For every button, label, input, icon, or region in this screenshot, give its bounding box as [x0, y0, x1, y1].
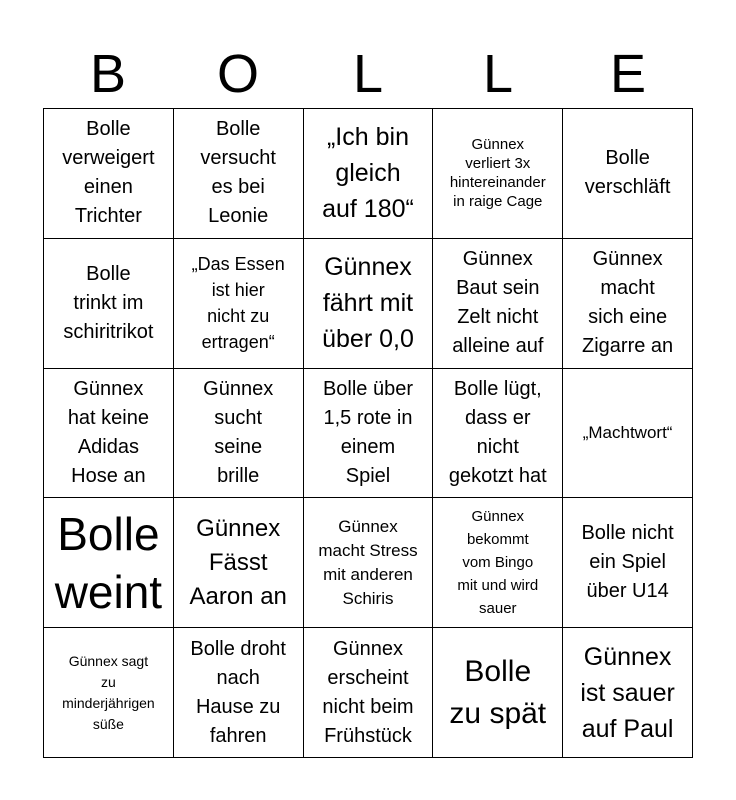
- bingo-cell[interactable]: [174, 628, 304, 758]
- bingo-cell[interactable]: [433, 239, 563, 369]
- bingo-cell[interactable]: [44, 109, 174, 239]
- bingo-cell[interactable]: [174, 369, 304, 499]
- bingo-cell[interactable]: [433, 628, 563, 758]
- bingo-cell[interactable]: [433, 369, 563, 499]
- cell-text: Günnex hat keine Adidas Hose an: [67, 377, 149, 487]
- bingo-grid: [43, 108, 693, 758]
- cell-text: Günnex sucht seine brille: [203, 377, 274, 487]
- cell-text: Bolle weint: [54, 507, 163, 618]
- bingo-cell[interactable]: [44, 239, 174, 369]
- cell-text: Günnex ist sauer auf Paul: [580, 642, 675, 743]
- bingo-cell[interactable]: [304, 498, 434, 628]
- bingo-cell[interactable]: [304, 369, 434, 499]
- cell-text: Bolle lügt, dass er nicht gekotzt hat: [448, 377, 547, 487]
- cell-text: Bolle verschläft: [584, 147, 671, 199]
- cell-text: Günnex Fässt Aaron an: [189, 514, 287, 610]
- cell-text: Günnex verliert 3x hintereinander in raige Cage: [449, 136, 546, 211]
- bingo-cell[interactable]: [563, 628, 693, 758]
- bingo-cell[interactable]: [174, 498, 304, 628]
- bingo-cell[interactable]: [563, 369, 693, 499]
- header-letter-e: E: [609, 44, 647, 104]
- header-letter-l: L: [482, 44, 514, 104]
- cell-text: Bolle zu spät: [449, 654, 547, 730]
- bingo-cell[interactable]: [433, 109, 563, 239]
- cell-text: Günnex bekommt vom Bingo mit und wird sauer: [457, 508, 539, 618]
- bingo-cell[interactable]: [304, 628, 434, 758]
- cell-text: Bolle versucht es bei Leonie: [200, 118, 276, 228]
- bingo-header: [43, 40, 693, 108]
- cell-text: Günnex fährt mit über 0,0: [322, 253, 414, 354]
- bingo-cell[interactable]: [44, 628, 174, 758]
- cell-text: Bolle droht nach Hause zu fahren: [190, 637, 286, 747]
- cell-text: Günnex sagt zu minderjährigen süße: [62, 652, 155, 732]
- header-letter-l: L: [352, 44, 384, 104]
- cell-text: „Ich bin gleich auf 180“: [322, 123, 414, 224]
- cell-text: Günnex Baut sein Zelt nicht alleine auf: [452, 248, 544, 358]
- cell-text: Günnex macht sich eine Zigarre an: [582, 248, 674, 358]
- cell-text: Bolle über 1,5 rote in einem Spiel: [322, 377, 414, 487]
- cell-text: „Das Essen ist hier nicht zu ertragen“: [191, 254, 285, 353]
- bingo-cell[interactable]: [174, 239, 304, 369]
- cell-text: Bolle verweigert einen Trichter: [62, 118, 155, 228]
- bingo-cell[interactable]: [563, 498, 693, 628]
- cell-text: „Machtwort“: [582, 423, 673, 443]
- cell-text: Günnex macht Stress mit anderen Schiris: [318, 516, 418, 608]
- bingo-cell[interactable]: [563, 109, 693, 239]
- bingo-cell[interactable]: [44, 369, 174, 499]
- cell-text: Bolle nicht ein Spiel über U14: [581, 522, 674, 603]
- header-letter-b: B: [89, 44, 127, 104]
- bingo-cell[interactable]: [433, 498, 563, 628]
- bingo-cell[interactable]: [174, 109, 304, 239]
- bingo-cell[interactable]: [304, 239, 434, 369]
- bingo-cell[interactable]: [304, 109, 434, 239]
- header-letter-o: O: [216, 44, 259, 104]
- cell-text: Bolle trinkt im schiritrikot: [63, 262, 154, 343]
- cell-text: Günnex erscheint nicht beim Frühstück: [322, 637, 414, 747]
- bingo-cell[interactable]: [563, 239, 693, 369]
- bingo-cell[interactable]: [44, 498, 174, 628]
